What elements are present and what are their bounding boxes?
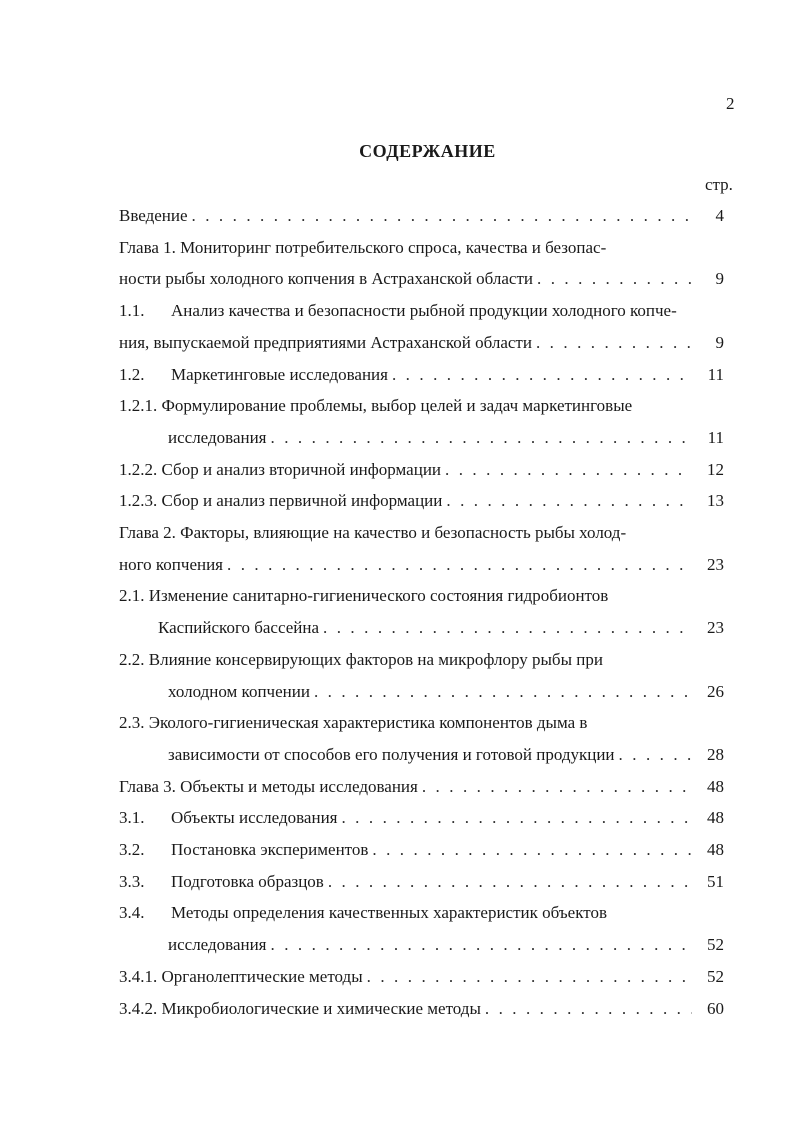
table-of-contents bbox=[119, 200, 724, 1024]
toc-entry-number: 3.3. bbox=[119, 871, 145, 891]
toc-entry-page: 13 bbox=[707, 491, 724, 511]
toc-entry-title: Глава 3. Объекты и методы исследования bbox=[119, 776, 418, 796]
leader-dots bbox=[328, 866, 692, 898]
toc-entry-chapter-1-line1 bbox=[119, 232, 724, 264]
toc-entry-chapter-3 bbox=[119, 771, 724, 803]
toc-entry-2-2-line2 bbox=[119, 676, 724, 708]
toc-entry-title: Глава 2. Факторы, влияющие на качество и безопасность рыбы холод- bbox=[119, 523, 627, 543]
toc-entry-number: 1.2. bbox=[119, 364, 145, 384]
toc-entry-title: 3.4.2. Микробиологические и химические методы bbox=[119, 998, 481, 1018]
toc-entry-title: Объекты исследования bbox=[171, 808, 338, 828]
toc-entry-title: 2.2. Влияние консервирующих факторов на микрофлору рыбы при bbox=[119, 649, 603, 669]
page-title: СОДЕРЖАНИЕ bbox=[359, 141, 496, 161]
leader-dots bbox=[314, 676, 692, 708]
toc-entry-page: 9 bbox=[715, 332, 724, 352]
leader-dots bbox=[271, 929, 692, 961]
leader-dots bbox=[445, 454, 692, 486]
leader-dots bbox=[227, 549, 692, 581]
toc-entry-title: 1.2.3. Сбор и анализ первичной информации bbox=[119, 491, 443, 511]
toc-entry-page: 12 bbox=[707, 459, 724, 479]
toc-entry-chapter-2-line1 bbox=[119, 517, 724, 549]
toc-entry-title: 1.2.2. Сбор и анализ вторичной информации bbox=[119, 459, 442, 479]
toc-entry-number: 1.1. bbox=[119, 301, 145, 321]
toc-entry-page: 51 bbox=[707, 871, 724, 891]
toc-entry-number: 3.4. bbox=[119, 903, 145, 923]
pages-column-label: стр. bbox=[705, 175, 733, 194]
leader-dots bbox=[323, 612, 692, 644]
toc-entry-title: Введение bbox=[119, 206, 188, 225]
toc-entry-title: ного копчения bbox=[119, 554, 224, 574]
toc-entry-3-3 bbox=[119, 866, 724, 898]
toc-entry-page: 26 bbox=[707, 681, 724, 701]
leader-dots bbox=[446, 485, 692, 517]
page-number: 2 bbox=[726, 94, 735, 113]
leader-dots bbox=[367, 961, 692, 993]
toc-entry-1-1-line1 bbox=[119, 295, 724, 327]
toc-entry-title: зависимости от способов его получения и готовой продукции bbox=[168, 744, 615, 764]
toc-entry-1-2 bbox=[119, 359, 724, 391]
leader-dots bbox=[341, 802, 692, 834]
toc-entry-page: 52 bbox=[707, 935, 724, 955]
leader-dots bbox=[422, 771, 692, 803]
toc-entry-3-4-1 bbox=[119, 961, 724, 993]
toc-entry-title: Маркетинговые исследования bbox=[171, 364, 388, 384]
leader-dots bbox=[192, 200, 692, 232]
leader-dots bbox=[536, 327, 692, 359]
toc-entry-title: Анализ качества и безопасности рыбной продукции холодного копче- bbox=[171, 301, 677, 321]
toc-entry-page: 9 bbox=[715, 269, 724, 289]
toc-entry-title: Глава 1. Мониторинг потребительского спроса, качества и безопас- bbox=[119, 237, 607, 257]
toc-entry-title: Постановка экспериментов bbox=[171, 840, 369, 860]
toc-entry-1-2-3 bbox=[119, 485, 724, 517]
toc-entry-title: 1.2.1. Формулирование проблемы, выбор целей и задач маркетинговые bbox=[119, 396, 633, 416]
toc-entry-page: 28 bbox=[707, 744, 724, 764]
toc-entry-page: 4 bbox=[715, 206, 724, 225]
toc-entry-1-1-line2 bbox=[119, 327, 724, 359]
toc-entry-intro bbox=[119, 200, 724, 232]
leader-dots bbox=[392, 359, 692, 391]
toc-entry-3-2 bbox=[119, 834, 724, 866]
toc-entry-number: 3.2. bbox=[119, 840, 145, 860]
toc-entry-title: Каспийского бассейна bbox=[158, 618, 320, 638]
toc-entry-title: Методы определения качественных характеристик объектов bbox=[171, 903, 607, 923]
toc-entry-page: 48 bbox=[707, 840, 724, 860]
leader-dots bbox=[372, 834, 692, 866]
toc-entry-2-3-line1 bbox=[119, 707, 724, 739]
toc-entry-2-3-line2 bbox=[119, 739, 724, 771]
toc-entry-1-2-1-line2 bbox=[119, 422, 724, 454]
toc-entry-page: 48 bbox=[707, 808, 724, 828]
toc-entry-title: ности рыбы холодного копчения в Астраханской области bbox=[119, 269, 534, 289]
leader-dots bbox=[619, 739, 692, 771]
leader-dots bbox=[537, 263, 692, 295]
toc-entry-chapter-1-line2 bbox=[119, 263, 724, 295]
toc-entry-3-4-line1 bbox=[119, 897, 724, 929]
leader-dots bbox=[271, 422, 692, 454]
toc-entry-3-4-line2 bbox=[119, 929, 724, 961]
toc-entry-page: 23 bbox=[707, 554, 724, 574]
toc-entry-3-4-2 bbox=[119, 993, 724, 1025]
toc-entry-2-2-line1 bbox=[119, 644, 724, 676]
toc-entry-title: холодном копчении bbox=[168, 681, 310, 701]
toc-entry-2-1-line1 bbox=[119, 580, 724, 612]
toc-entry-title: 2.1. Изменение санитарно-гигиенического состояния гидробионтов bbox=[119, 586, 609, 606]
toc-entry-title: 3.4.1. Органолептические методы bbox=[119, 966, 363, 986]
toc-entry-title: исследования bbox=[168, 935, 267, 955]
toc-entry-chapter-2-line2 bbox=[119, 549, 724, 581]
leader-dots bbox=[485, 993, 692, 1025]
toc-entry-title: Подготовка образцов bbox=[171, 871, 324, 891]
toc-entry-title: исследования bbox=[168, 427, 267, 447]
toc-entry-1-2-2 bbox=[119, 454, 724, 486]
toc-entry-1-2-1-line1 bbox=[119, 390, 724, 422]
toc-entry-title: ния, выпускаемой предприятиями Астраханской области bbox=[119, 332, 532, 352]
toc-entry-number: 3.1. bbox=[119, 808, 145, 828]
toc-entry-page: 60 bbox=[707, 998, 724, 1018]
toc-entry-page: 48 bbox=[707, 776, 724, 796]
toc-entry-3-1 bbox=[119, 802, 724, 834]
toc-entry-2-1-line2 bbox=[119, 612, 724, 644]
toc-entry-page: 23 bbox=[707, 618, 724, 638]
toc-entry-page: 11 bbox=[707, 364, 724, 384]
toc-entry-page: 52 bbox=[707, 966, 724, 986]
toc-entry-page: 11 bbox=[707, 427, 724, 447]
toc-entry-title: 2.3. Эколого-гигиеническая характеристика компонентов дыма в bbox=[119, 713, 588, 733]
